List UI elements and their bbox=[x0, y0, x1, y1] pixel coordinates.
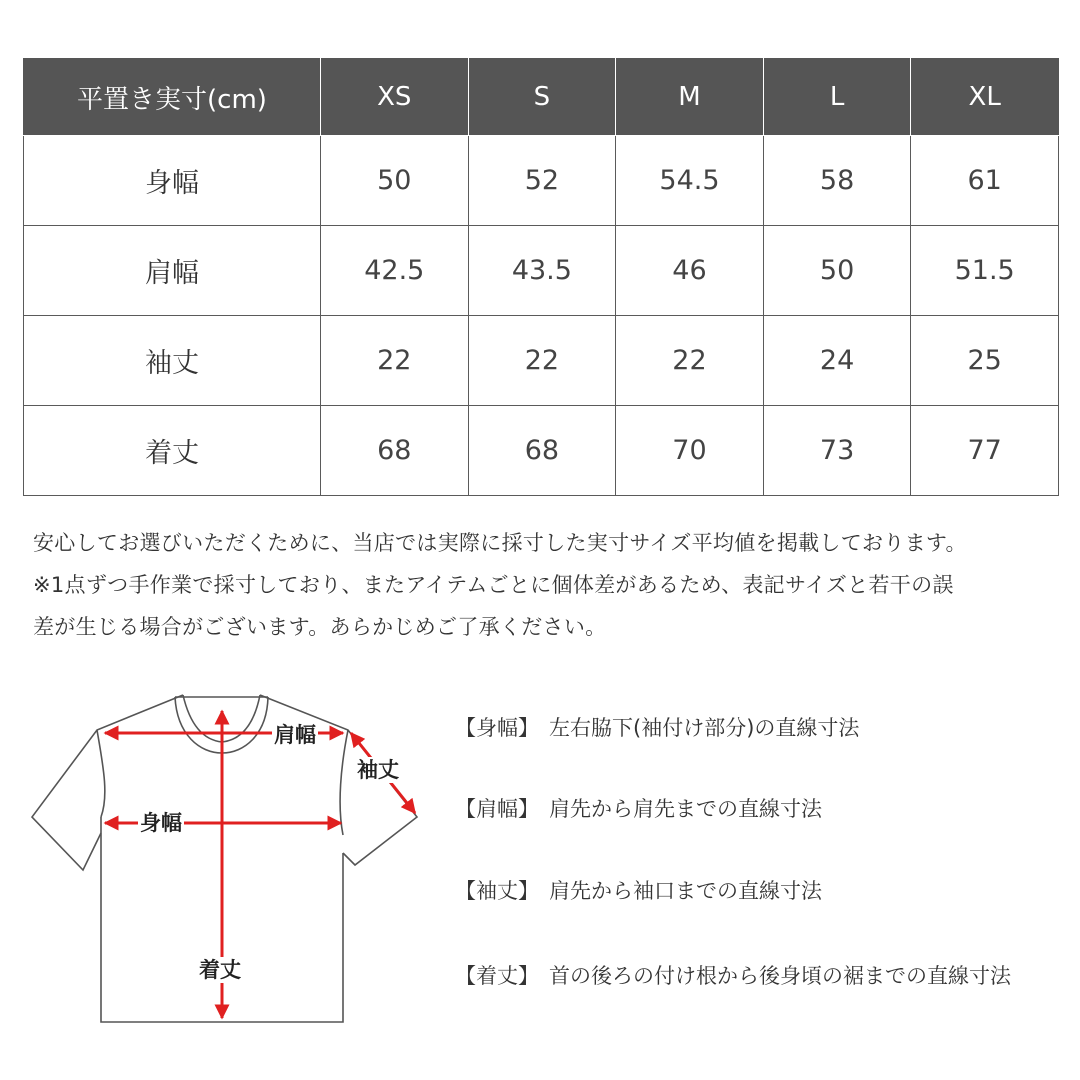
definition-text: 肩先から袖口までの直線寸法 bbox=[549, 879, 822, 903]
sleeve-label: 袖丈 bbox=[357, 758, 399, 782]
header-size-m: M bbox=[616, 59, 764, 136]
table-cell: 68 bbox=[468, 406, 616, 496]
table-row bbox=[24, 226, 1059, 316]
table-cell: 50 bbox=[763, 226, 911, 316]
length-label: 着丈 bbox=[199, 958, 241, 982]
table-cell: 58 bbox=[763, 136, 911, 226]
table-cell: 24 bbox=[763, 316, 911, 406]
note-line: 安心してお選びいただくために、当店では実際に採寸した実寸サイズ平均値を掲載しております。 bbox=[33, 531, 967, 555]
table-cell: 73 bbox=[763, 406, 911, 496]
definition-length bbox=[455, 960, 1011, 990]
table-row bbox=[24, 406, 1059, 496]
table-cell: 68 bbox=[321, 406, 469, 496]
table-cell: 50 bbox=[321, 136, 469, 226]
definition-term: 【着丈】 bbox=[455, 964, 539, 988]
tshirt-diagram bbox=[25, 685, 430, 1030]
table-cell: 22 bbox=[616, 316, 764, 406]
header-size-l: L bbox=[763, 59, 911, 136]
table-cell: 42.5 bbox=[321, 226, 469, 316]
definition-chest bbox=[455, 712, 859, 742]
definition-text: 肩先から肩先までの直線寸法 bbox=[549, 797, 822, 821]
table-cell: 70 bbox=[616, 406, 764, 496]
header-size-s: S bbox=[468, 59, 616, 136]
definition-text: 左右脇下(袖付け部分)の直線寸法 bbox=[549, 716, 860, 740]
table-row bbox=[24, 136, 1059, 226]
table-cell: 51.5 bbox=[911, 226, 1059, 316]
note-line: ※1点ずつ手作業で採寸しており、またアイテムごとに個体差があるため、表記サイズと若干の誤 bbox=[33, 573, 954, 597]
table-cell: 54.5 bbox=[616, 136, 764, 226]
note-line: 差が生じる場合がございます。あらかじめご了承ください。 bbox=[33, 615, 607, 639]
table-cell: 77 bbox=[911, 406, 1059, 496]
measurement-note bbox=[33, 522, 1063, 648]
header-size-xl: XL bbox=[911, 59, 1059, 136]
table-cell: 61 bbox=[911, 136, 1059, 226]
row-label-shoulder: 肩幅 bbox=[24, 226, 321, 316]
header-measurement: 平置き実寸(cm) bbox=[24, 59, 321, 136]
definition-shoulder bbox=[455, 793, 822, 823]
table-cell: 25 bbox=[911, 316, 1059, 406]
table-cell: 43.5 bbox=[468, 226, 616, 316]
definition-term: 【肩幅】 bbox=[455, 797, 539, 821]
row-label-chest: 身幅 bbox=[24, 136, 321, 226]
definition-term: 【身幅】 bbox=[455, 716, 539, 740]
size-table bbox=[23, 58, 1059, 496]
header-size-xs: XS bbox=[321, 59, 469, 136]
table-cell: 22 bbox=[321, 316, 469, 406]
table-cell: 46 bbox=[616, 226, 764, 316]
table-row bbox=[24, 316, 1059, 406]
definition-term: 【袖丈】 bbox=[455, 879, 539, 903]
definition-sleeve bbox=[455, 875, 822, 905]
definition-text: 首の後ろの付け根から後身頃の裾までの直線寸法 bbox=[549, 964, 1011, 988]
table-cell: 52 bbox=[468, 136, 616, 226]
row-label-sleeve: 袖丈 bbox=[24, 316, 321, 406]
row-label-length: 着丈 bbox=[24, 406, 321, 496]
shoulder-label: 肩幅 bbox=[274, 723, 316, 747]
table-cell: 22 bbox=[468, 316, 616, 406]
chest-label: 身幅 bbox=[140, 811, 182, 835]
table-header-row bbox=[24, 59, 1059, 136]
